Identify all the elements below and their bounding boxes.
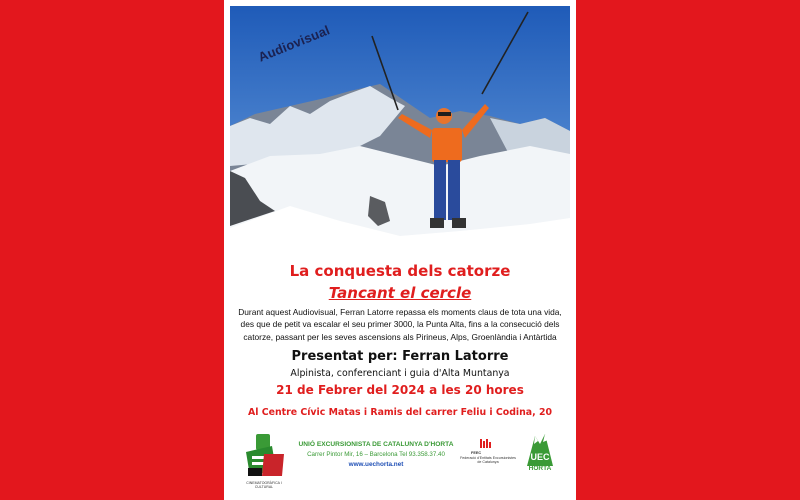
film-section-logo-icon (242, 432, 286, 480)
presenter-heading: Presentat per: Ferran Latorre (291, 349, 509, 364)
presenter-role: Alpinista, conferenciant i guia d'Alta Muntanya (290, 368, 510, 379)
feec-abbreviation: FEEC (471, 451, 482, 455)
description-line: catorze, passant per les seves ascensions als Pirineus, Alps, Groenlàndia i Antàrtida (243, 331, 557, 342)
audiovisual-stamp: Audiovisual (255, 22, 332, 65)
event-subtitle: Tancant el cercle (328, 284, 472, 302)
event-date: 21 de Febrer del 2024 a les 20 hores (276, 383, 524, 397)
description-line: des que de petit va escalar el seu primer 3000, la Punta Alta, fins a la consecució dels (240, 319, 560, 330)
club-address: Carrer Pintor Mir, 16 – Barcelona Tel 93.358.37.40 (307, 451, 445, 458)
event-title: La conquesta dels catorze (289, 262, 511, 280)
feec-name: Federació d'Entitats Excursionistes de Catalunya (460, 456, 516, 465)
club-name: UNIÓ EXCURSIONISTA DE CATALUNYA D'HORTA (298, 441, 454, 448)
event-venue: Al Centre Cívic Matas i Ramis del carrer Feliu i Codina, 20 (247, 407, 553, 418)
event-description (232, 306, 568, 343)
club-website-link[interactable]: www.uechorta.net (348, 461, 404, 468)
mountaineer-photo (230, 6, 570, 258)
event-poster (224, 0, 576, 500)
feec-logo-icon (454, 437, 516, 473)
uec-horta-label: HORTA (528, 465, 552, 472)
film-section-caption: CINEMATOGRÀFICA I CULTURAL (246, 481, 282, 489)
club-info (298, 440, 454, 470)
description-line: Durant aquest Audiovisual, Ferran Latorre repassa els moments claus de tota una vida, (238, 307, 562, 317)
svg-text:UEC: UEC (530, 452, 550, 462)
